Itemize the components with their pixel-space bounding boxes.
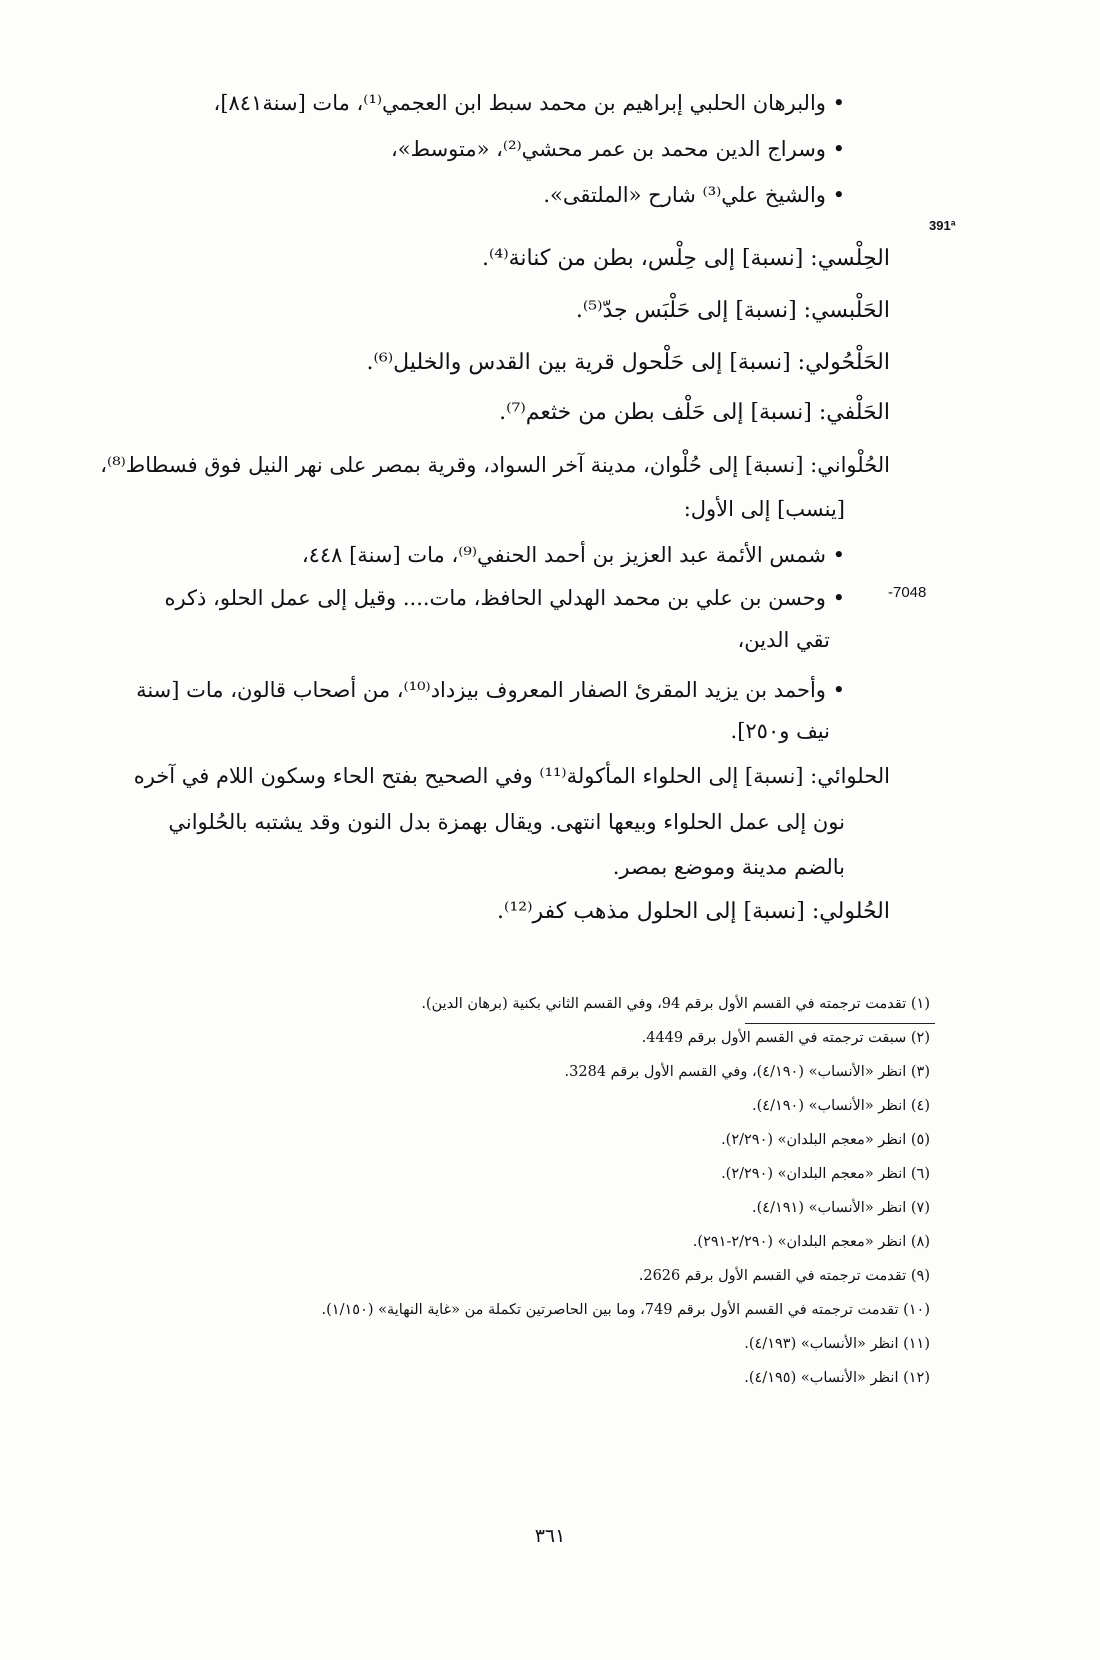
bullet-line-hasan: • وحسن بن علي بن محمد الهدلي الحافظ، مات.... وقيل إلى عمل الحلو، ذكره	[164, 583, 845, 613]
margin-folio-marker: 391ª	[929, 218, 956, 233]
margin-entry-number: -7048	[888, 584, 927, 601]
entry-halwai-cont-1: نون إلى عمل الحلواء وبيعها انتهى. ويقال بهمزة بدل النون وقد يشتبه بالحُلواني	[168, 810, 845, 834]
footnote-10: (١٠) تقدمت ترجمته في القسم الأول برقم 749، وما بين الحاصرتين تكملة من «غاية النهاية» (١/١٥٠).	[321, 1302, 930, 1318]
entry-hulwani: الحُلْواني: [نسبة] إلى حُلْوان، مدينة آخر السواد، وقرية بمصر على نهر النيل فوق فسطاط⁽⁸⁾،	[100, 453, 890, 477]
entry-hulwani-cont: [ينسب] إلى الأول:	[683, 497, 845, 521]
bullet-line-hasan-cont: تقي الدين،	[737, 628, 830, 652]
entry-halhuli: الحَلْحُولي: [نسبة] إلى حَلْحول قرية بين القدس والخليل⁽⁶⁾.	[366, 350, 890, 375]
bullet-line-siraj: • وسراج الدين محمد بن عمر محشي⁽²⁾، «متوسط»،	[391, 134, 845, 164]
entry-halbasi: الحَلْبسي: [نسبة] إلى حَلْبَس جدّ⁽⁵⁾.	[575, 298, 890, 323]
entry-huluti: الحُلولي: [نسبة] إلى الحلول مذهب كفر⁽¹²⁾.	[497, 899, 890, 924]
bullet-line-ahmad: • وأحمد بن يزيد المقرئ الصفار المعروف بيزداد⁽¹⁰⁾، من أصحاب قالون، مات [سنة	[136, 675, 845, 705]
footnote-6: (٦) انظر «معجم البلدان» (٢/٢٩٠).	[721, 1166, 930, 1182]
footnote-separator	[745, 1023, 935, 1024]
entry-halfi: الحَلْفي: [نسبة] إلى حَلْف بطن من خثعم⁽⁷⁾.	[499, 400, 890, 425]
footnote-3: (٣) انظر «الأنساب» (٤/١٩٠)، وفي القسم الأول برقم 3284.	[564, 1064, 930, 1080]
entry-halwai: الحلوائي: [نسبة] إلى الحلواء المأكولة⁽¹¹⁾ وفي الصحيح بفتح الحاء وسكون اللام في آخره	[133, 764, 890, 788]
bullet-line-shams: • شمس الأئمة عبد العزيز بن أحمد الحنفي⁽⁹⁾، مات [سنة] ٤٤٨،	[302, 540, 845, 570]
bullet-line-burhan: • والبرهان الحلبي إبراهيم بن محمد سبط ابن العجمي⁽¹⁾، مات [سنة٨٤١]،	[214, 88, 845, 118]
bullet-line-shaykh-ali: • والشيخ علي⁽³⁾ شارح «الملتقى».	[543, 180, 845, 210]
footnote-5: (٥) انظر «معجم البلدان» (٢/٢٩٠).	[721, 1132, 930, 1148]
footnote-8: (٨) انظر «معجم البلدان» (٢/٢٩٠-٢٩١).	[692, 1234, 930, 1250]
footnote-1: (١) تقدمت ترجمته في القسم الأول برقم 94، وفي القسم الثاني بكنية (برهان الدين).	[421, 996, 930, 1012]
page-number: ٣٦١	[534, 1525, 566, 1547]
footnote-11: (١١) انظر «الأنساب» (٤/١٩٣).	[744, 1336, 930, 1352]
footnote-12: (١٢) انظر «الأنساب» (٤/١٩٥).	[744, 1370, 930, 1386]
entry-hilsi: الحِلْسي: [نسبة] إلى حِلْس، بطن من كنانة⁽⁴⁾.	[482, 246, 890, 271]
footnote-9: (٩) تقدمت ترجمته في القسم الأول برقم 2626.	[638, 1268, 930, 1284]
footnote-4: (٤) انظر «الأنساب» (٤/١٩٠).	[752, 1098, 930, 1114]
footnote-2: (٢) سبقت ترجمته في القسم الأول برقم 4449.	[641, 1030, 930, 1046]
footnote-7: (٧) انظر «الأنساب» (٤/١٩١).	[752, 1200, 930, 1216]
bullet-line-ahmad-cont: نيف و٢٥٠].	[730, 719, 830, 743]
entry-halwai-cont-2: بالضم مدينة وموضع بمصر.	[612, 855, 845, 879]
